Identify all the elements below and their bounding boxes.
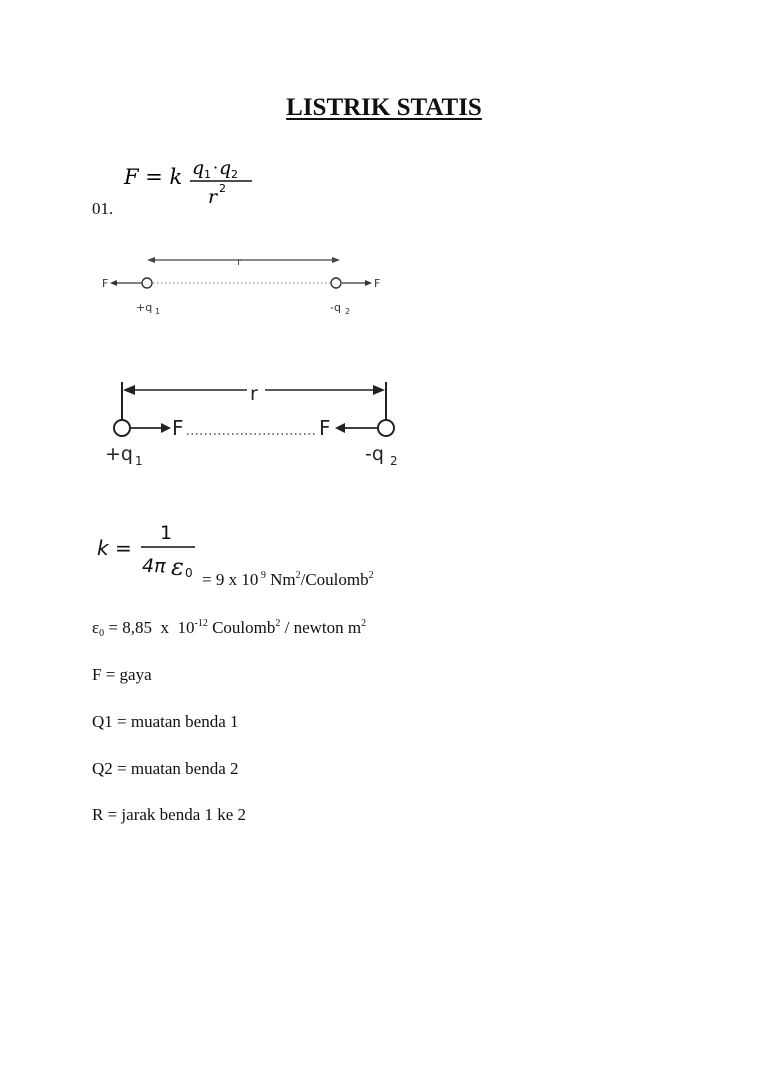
right-charge-sub: 2 [345, 307, 351, 316]
left-force-arrow-head [161, 423, 171, 433]
k-value-exp: 9 [260, 570, 266, 581]
formula-q1-sub: 1 [204, 168, 211, 181]
epsilon-value: = 8,85 x 10 [104, 618, 195, 637]
distance-label: r [250, 383, 258, 405]
right-force-label: F [374, 277, 381, 290]
page-title: LISTRIK STATIS [286, 94, 482, 121]
epsilon-unit2: / newton m [280, 618, 362, 637]
k-numerator: 1 [160, 522, 173, 544]
left-charge-label: +q [136, 301, 153, 314]
left-charge-sub: 1 [155, 307, 161, 316]
k-value-line [202, 570, 374, 590]
formula-q2: q [219, 157, 232, 179]
item-number: 01. [92, 199, 114, 218]
formula-q1: q [192, 157, 205, 179]
epsilon-line [92, 618, 366, 638]
left-charge-circle [142, 278, 152, 288]
epsilon-symbol-sub: 0 [99, 628, 105, 639]
right-force-label: F [319, 416, 331, 440]
right-force-arrow-head [365, 280, 372, 286]
k-value-unit: Nm [270, 570, 296, 589]
charge-diagram-large [95, 362, 425, 482]
epsilon-unit2-exp: 2 [361, 618, 367, 629]
left-charge-sub: 1 [135, 454, 143, 468]
arrow-head-right [332, 257, 340, 263]
formula-r-exp: 2 [219, 182, 226, 195]
definition-force: F = gaya [92, 665, 152, 684]
right-charge-sub: 2 [390, 454, 398, 468]
distance-label: r [237, 255, 242, 268]
right-charge-label: -q [330, 301, 341, 314]
definition-distance: R = jarak benda 1 ke 2 [92, 805, 247, 824]
right-charge-circle [331, 278, 341, 288]
definition-charge-2: Q2 = muatan benda 2 [92, 759, 239, 778]
epsilon-exp: -12 [194, 618, 208, 629]
right-charge-circle [378, 420, 394, 436]
left-charge-label: +q [105, 443, 133, 465]
epsilon-unit1: Coulomb [207, 618, 276, 637]
formula-dot: · [213, 158, 219, 177]
k-epsilon-sub: 0 [185, 566, 193, 580]
epsilon-symbol: ε [92, 618, 100, 637]
k-value-unit-exp: 2 [295, 570, 301, 581]
left-force-label: F [172, 416, 184, 440]
formula-q2-sub: 2 [231, 168, 238, 181]
arrow-head-right [373, 385, 385, 395]
definition-charge-1: Q1 = muatan benda 1 [92, 712, 239, 731]
left-force-label: F [102, 277, 109, 290]
k-epsilon: ε [171, 553, 184, 581]
formula-lhs: F = k [124, 165, 183, 189]
k-lhs: k = [97, 536, 132, 560]
right-charge-label: -q [365, 443, 384, 465]
coulomb-force-formula [118, 150, 268, 206]
charge-diagram-small [95, 245, 395, 320]
k-value-prefix: = 9 x 10 [202, 570, 259, 589]
left-charge-circle [114, 420, 130, 436]
k-denominator-prefix: 4π [142, 555, 166, 577]
epsilon-unit1-exp: 2 [275, 618, 281, 629]
left-force-arrow-head [110, 280, 117, 286]
arrow-head-left [123, 385, 135, 395]
k-value-unit-rest: /Coulomb [300, 570, 369, 589]
k-value-unit-rest-exp: 2 [368, 570, 374, 581]
coulomb-constant-formula [95, 515, 205, 587]
formula-r: r [208, 186, 218, 206]
arrow-head-left [147, 257, 155, 263]
